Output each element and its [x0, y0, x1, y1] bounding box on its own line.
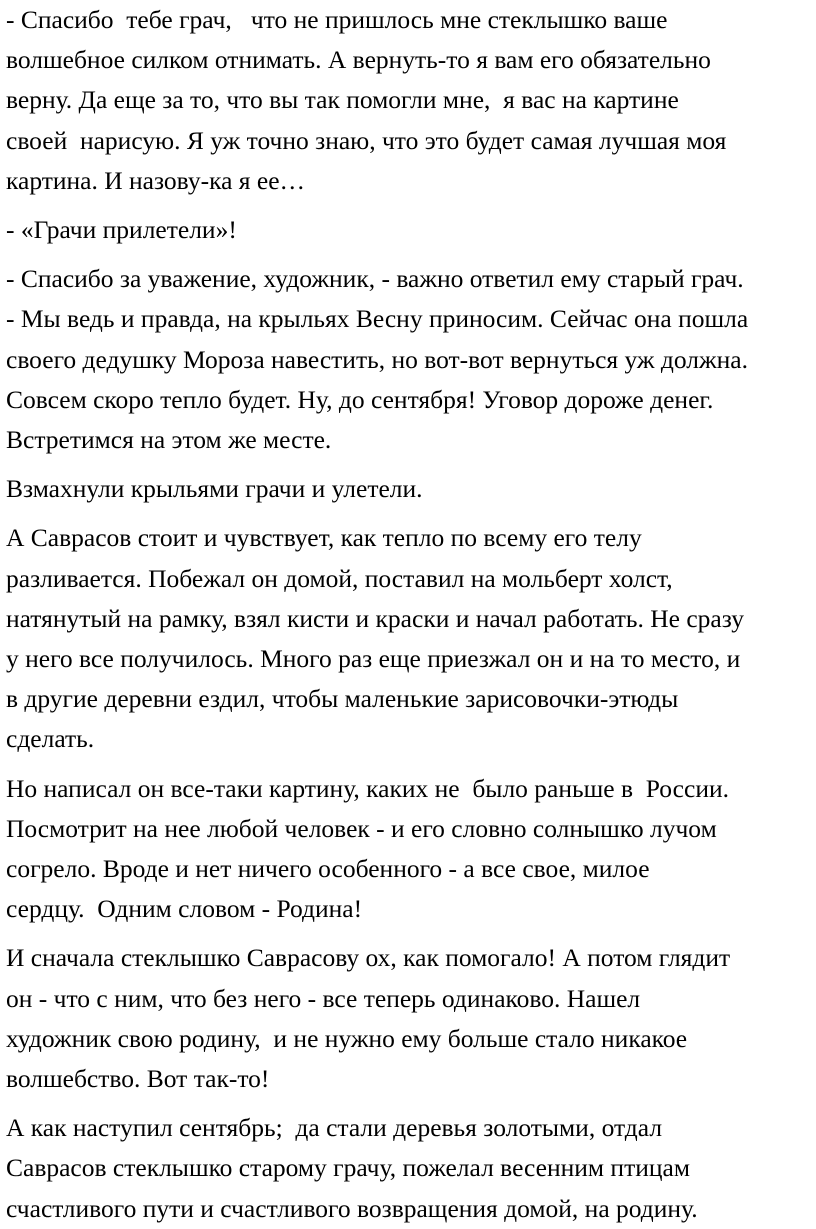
paragraph-painting-done: [6, 769, 816, 930]
text-line: своей нарисую. Я уж точно знаю, что это будет самая лучшая моя: [6, 125, 727, 155]
paragraph-gap: [6, 509, 816, 518]
text-line: волшебство. Вот так-то!: [6, 1064, 270, 1094]
text-line: Посмотрит на нее любой человек - и его словно солнышко лучом: [6, 813, 717, 843]
text-line: Саврасов стеклышко старому грачу, пожелал весенним птицам: [6, 1153, 690, 1183]
text-line: он - что с ним, что без него - все теперь одинаково. Нашел: [6, 983, 641, 1013]
text-line: И сначала стеклышко Саврасову ох, как помогало! А потом глядит: [6, 943, 731, 973]
text-line: натянутый на рамку, взял кисти и краски и начал работать. Не сразу: [6, 603, 745, 633]
text-line: волшебное силком отнимать. А вернуть-то я вам его обязательно: [6, 45, 711, 75]
text-line: картина. И назову-ка я ее…: [6, 165, 306, 195]
text-line: у него все получилось. Много раз еще приезжал он и на то место, и: [6, 644, 741, 674]
paragraph-gap: [6, 760, 816, 769]
text-line: художник свою родину, и не нужно ему больше стало никакое: [6, 1023, 688, 1053]
text-line: Но написал он все-таки картину, каких не было раньше в России.: [6, 773, 729, 803]
paragraph-rook-thanks: [6, 0, 816, 201]
paragraph-september: [6, 1108, 816, 1229]
text-line: в другие деревни ездил, чтобы маленькие зарисовочки-этюды: [6, 684, 679, 714]
paragraph-rooks-fly-away: [6, 469, 816, 509]
text-line: счастливого пути и счастливого возвращения домой, на родину.: [6, 1193, 698, 1223]
text-line: Взмахнули крыльями грачи и улетели.: [6, 474, 423, 504]
paragraph-gap: [6, 929, 816, 938]
paragraph-painting-title: [6, 210, 816, 250]
text-line: - Спасибо тебе грач, что не пришлось мне стеклышко ваше: [6, 5, 668, 34]
paragraph-gap: [6, 1099, 816, 1108]
text-line: разливается. Побежал он домой, поставил на мольберт холст,: [6, 563, 673, 593]
paragraph-old-rook-reply: [6, 259, 816, 460]
paragraph-glass-helped: [6, 938, 816, 1099]
text-line: - «Грачи прилетели»!: [6, 215, 237, 245]
text-line: Встретимся на этом же месте.: [6, 425, 332, 455]
text-line: сделать.: [6, 724, 95, 754]
paragraph-savrasov-works: [6, 518, 816, 759]
text-line: - Спасибо за уважение, художник, - важно ответил ему старый грач.: [6, 264, 744, 294]
text-line: сердцу. Одним словом - Родина!: [6, 894, 363, 924]
text-line: Совсем скоро тепло будет. Ну, до сентября! Уговор дороже денег.: [6, 384, 714, 414]
paragraph-gap: [6, 201, 816, 210]
text-line: А как наступил сентябрь; да стали деревья золотыми, отдал: [6, 1113, 663, 1143]
text-line: А Саврасов стоит и чувствует, как тепло по всему его телу: [6, 523, 642, 553]
paragraph-gap: [6, 460, 816, 469]
paragraph-gap: [6, 250, 816, 259]
text-line: своего дедушку Мороза навестить, но вот-вот вернуться уж должна.: [6, 344, 748, 374]
text-line: - Мы ведь и правда, на крыльях Весну приносим. Сейчас она пошла: [6, 304, 749, 334]
text-line: согрело. Вроде и нет ничего особенного - а все свое, милое: [6, 854, 650, 884]
text-line: верну. Да еще за то, что вы так помогли мне, я вас на картине: [6, 85, 679, 115]
